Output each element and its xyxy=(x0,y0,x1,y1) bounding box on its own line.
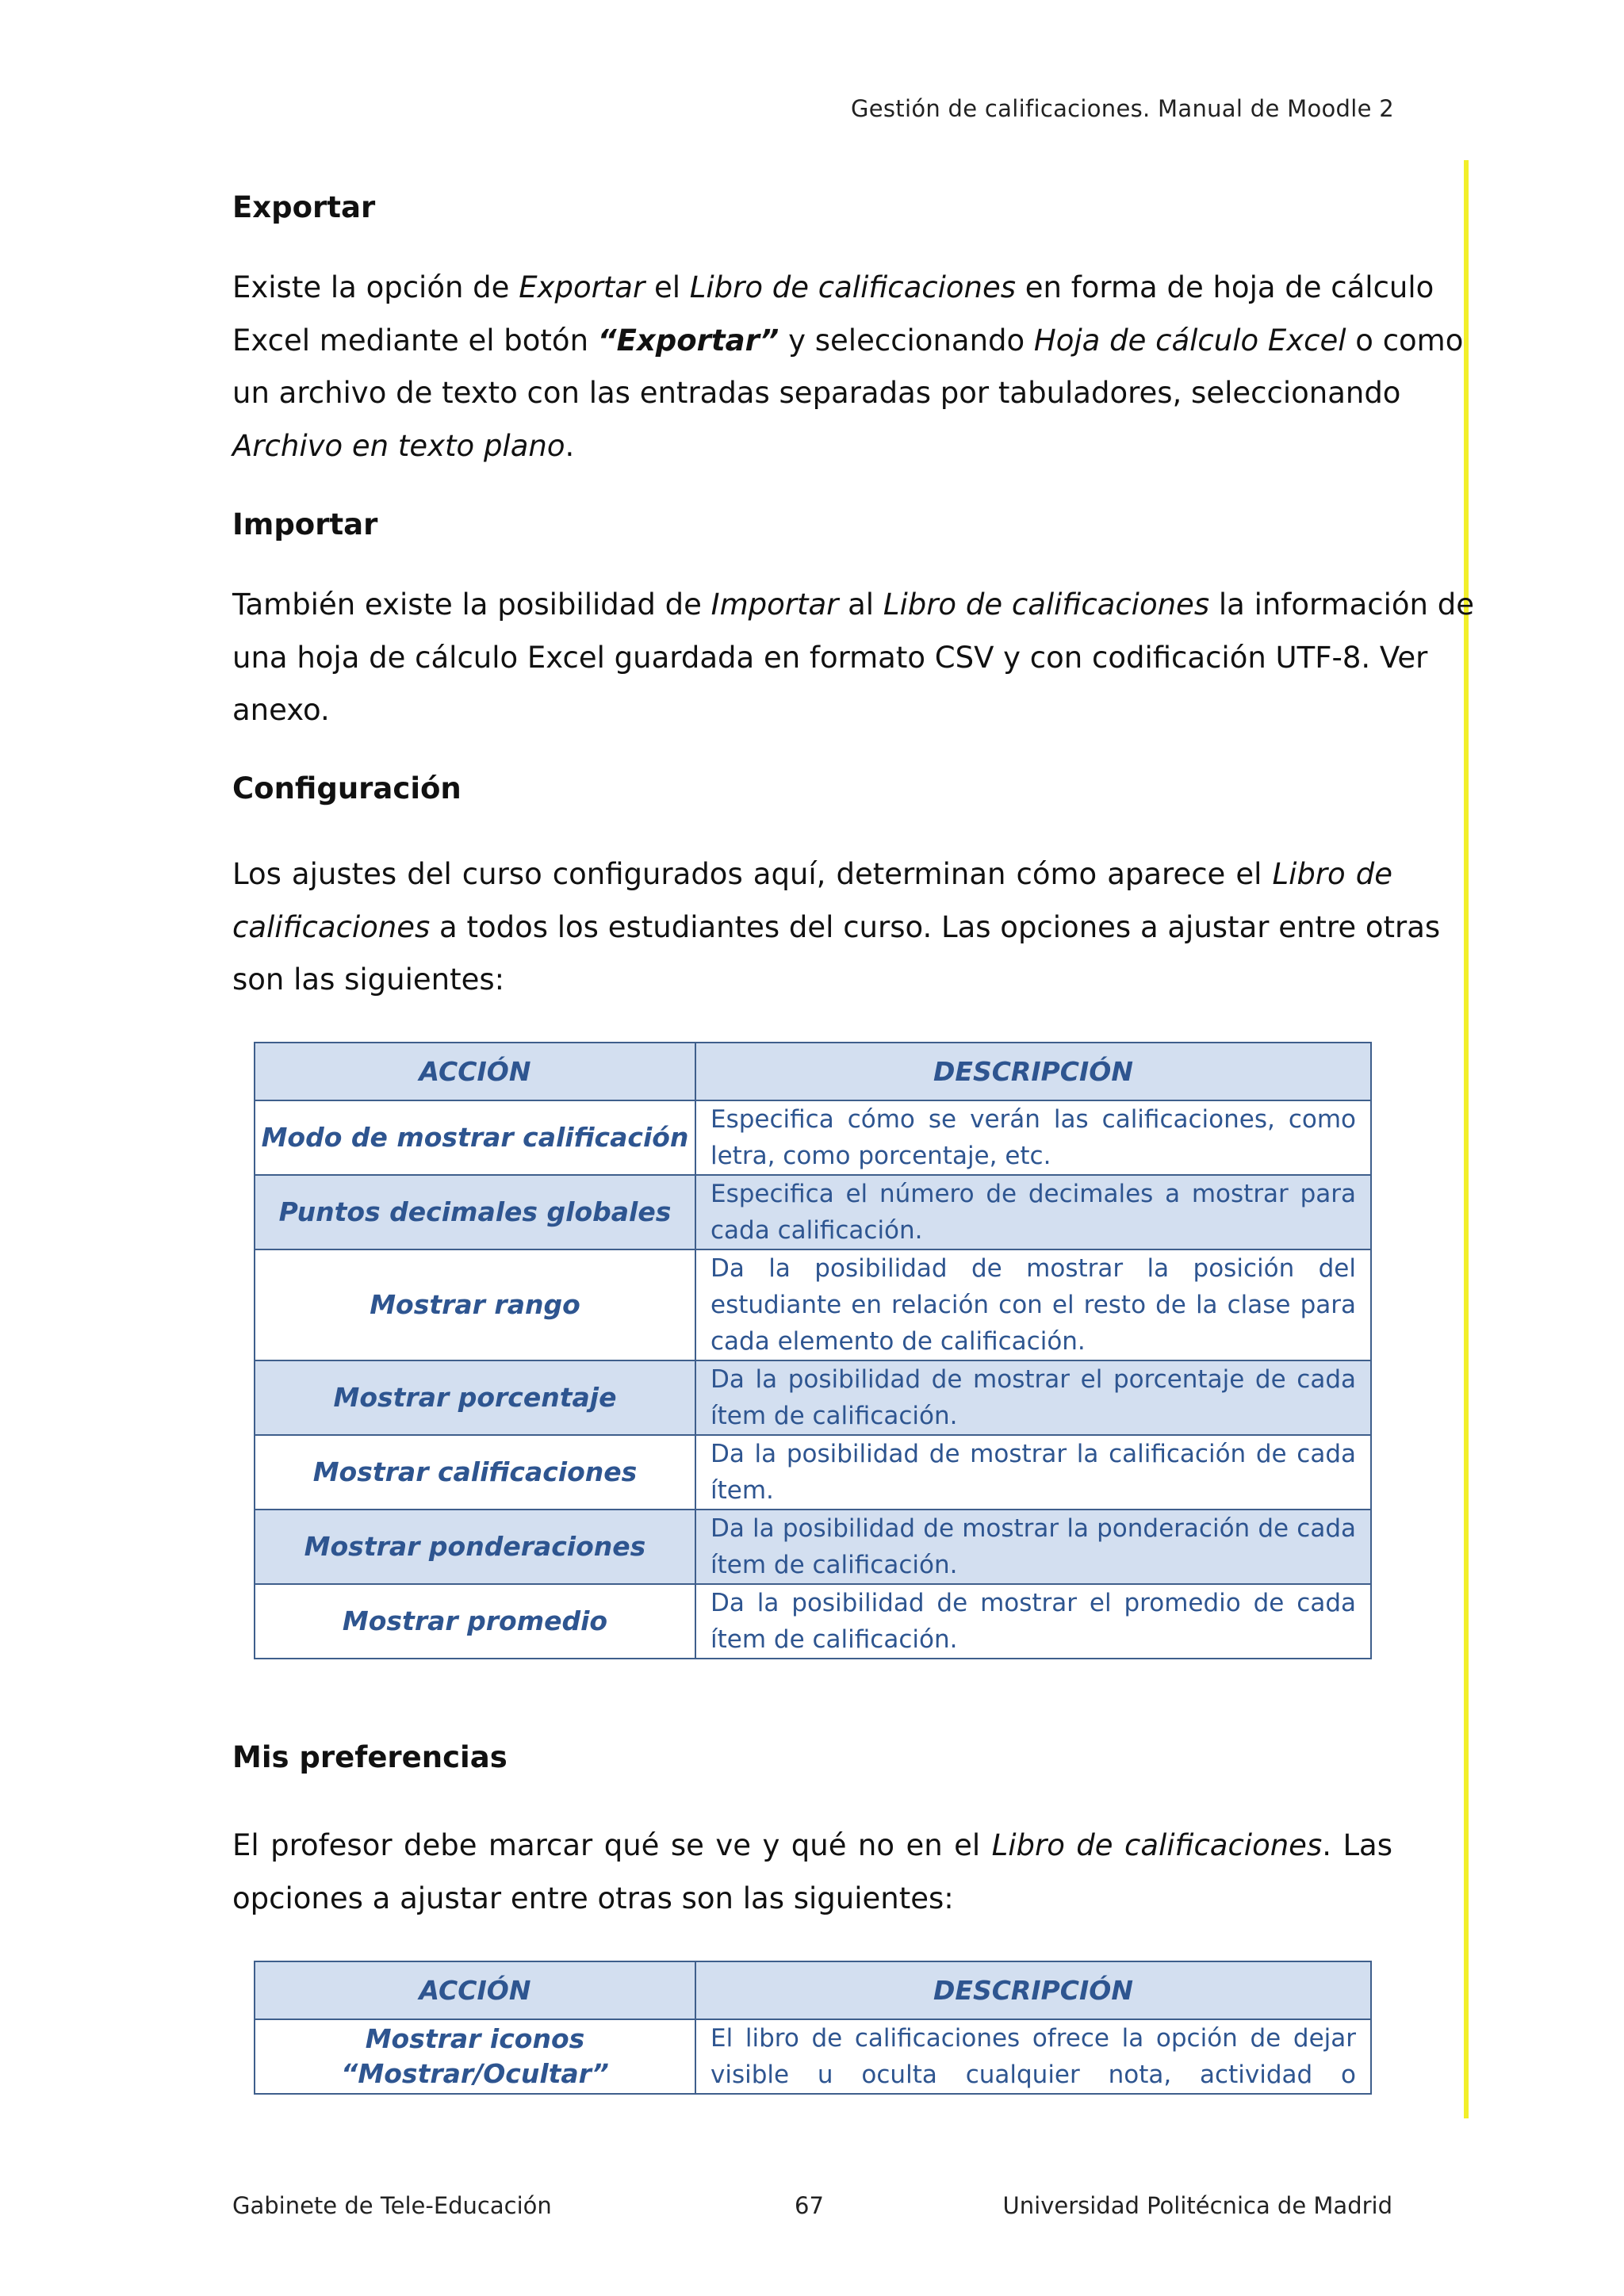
heading-mis-preferencias: Mis preferencias xyxy=(232,1740,508,1774)
column-header-accion: ACCIÓN xyxy=(255,1043,695,1100)
heading-configuracion: Configuración xyxy=(232,771,462,806)
paragraph-mis-preferencias xyxy=(232,1820,1392,1925)
accion-cell: Modo de mostrar calificación xyxy=(255,1100,695,1175)
paragraph-exportar xyxy=(232,262,1464,473)
table-header-row xyxy=(255,1961,1371,2019)
paragraph-configuracion xyxy=(232,848,1441,1007)
table-row xyxy=(255,2019,1371,2094)
table-row xyxy=(255,1249,1371,1360)
paragraph-line: anexo. xyxy=(232,693,330,727)
footer-right: Universidad Politécnica de Madrid xyxy=(1002,2192,1392,2219)
settings-table xyxy=(254,1042,1372,1659)
paragraph-line: El profesor debe marcar qué se ve y qué no en el Libro de calificaciones. Las xyxy=(232,1828,1393,1862)
table-row xyxy=(255,1435,1371,1510)
column-header-descripcion: DESCRIPCIÓN xyxy=(695,1961,1371,2019)
paragraph-line: calificaciones a todos los estudiantes del curso. Las opciones a ajustar entre otras xyxy=(232,909,1441,944)
paragraph-line: Excel mediante el botón “Exportar” y seleccionando Hoja de cálculo Excel o como xyxy=(232,323,1464,358)
column-header-descripcion: DESCRIPCIÓN xyxy=(695,1043,1371,1100)
page-header: Gestión de calificaciones. Manual de Moodle 2 xyxy=(850,95,1394,122)
descripcion-cell: Da la posibilidad de mostrar la ponderación de cada ítem de calificación. xyxy=(695,1510,1371,1584)
heading-importar: Importar xyxy=(232,507,378,541)
column-header-accion: ACCIÓN xyxy=(255,1961,695,2019)
accion-cell: Mostrar calificaciones xyxy=(255,1435,695,1510)
table-row xyxy=(255,1510,1371,1584)
descripcion-cell: Especifica el número de decimales a mostrar para cada calificación. xyxy=(695,1175,1371,1249)
descripcion-cell: Da la posibilidad de mostrar el promedio de cada ítem de calificación. xyxy=(695,1584,1371,1659)
accion-cell: Puntos decimales globales xyxy=(255,1175,695,1249)
footer-left: Gabinete de Tele-Educación xyxy=(232,2192,552,2219)
descripcion-cell: Especifica cómo se verán las calificaciones, como letra, como porcentaje, etc. xyxy=(695,1100,1371,1175)
paragraph-importar xyxy=(232,579,1474,737)
descripcion-cell: El libro de calificaciones ofrece la opción de dejar visible u oculta cualquier nota, actividad o xyxy=(695,2019,1371,2094)
paragraph-line: un archivo de texto con las entradas separadas por tabuladores, seleccionando xyxy=(232,376,1401,410)
table-row xyxy=(255,1584,1371,1659)
paragraph-line: opciones a ajustar entre otras son las siguientes: xyxy=(232,1881,954,1915)
accion-cell: Mostrar porcentaje xyxy=(255,1360,695,1435)
table-row xyxy=(255,1360,1371,1435)
descripcion-cell: Da la posibilidad de mostrar la calificación de cada ítem. xyxy=(695,1435,1371,1510)
margin-rule xyxy=(1464,160,1469,2118)
heading-exportar: Exportar xyxy=(232,190,376,224)
accion-cell: Mostrar ponderaciones xyxy=(255,1510,695,1584)
paragraph-line: Archivo en texto plano. xyxy=(232,428,575,463)
table-header-row xyxy=(255,1043,1371,1100)
table-row xyxy=(255,1175,1371,1249)
paragraph-line: También existe la posibilidad de Importar al Libro de calificaciones la información de xyxy=(232,587,1474,622)
page-number: 67 xyxy=(795,2192,824,2219)
preferences-table xyxy=(254,1961,1372,2095)
accion-cell: Mostrar rango xyxy=(255,1249,695,1360)
descripcion-cell: Da la posibilidad de mostrar la posición del estudiante en relación con el resto de la clase para cada elemento de calificación. xyxy=(695,1249,1371,1360)
paragraph-line: son las siguientes: xyxy=(232,962,505,997)
accion-cell: Mostrar promedio xyxy=(255,1584,695,1659)
table-row xyxy=(255,1100,1371,1175)
paragraph-line: Los ajustes del curso configurados aquí, determinan cómo aparece el Libro de xyxy=(232,857,1392,891)
descripcion-cell: Da la posibilidad de mostrar el porcentaje de cada ítem de calificación. xyxy=(695,1360,1371,1435)
accion-cell: Mostrar iconos “Mostrar/Ocultar” xyxy=(255,2019,695,2094)
paragraph-line: una hoja de cálculo Excel guardada en formato CSV y con codificación UTF-8. Ver xyxy=(232,640,1428,675)
paragraph-line: Existe la opción de Exportar el Libro de calificaciones en forma de hoja de cálculo xyxy=(232,270,1434,304)
